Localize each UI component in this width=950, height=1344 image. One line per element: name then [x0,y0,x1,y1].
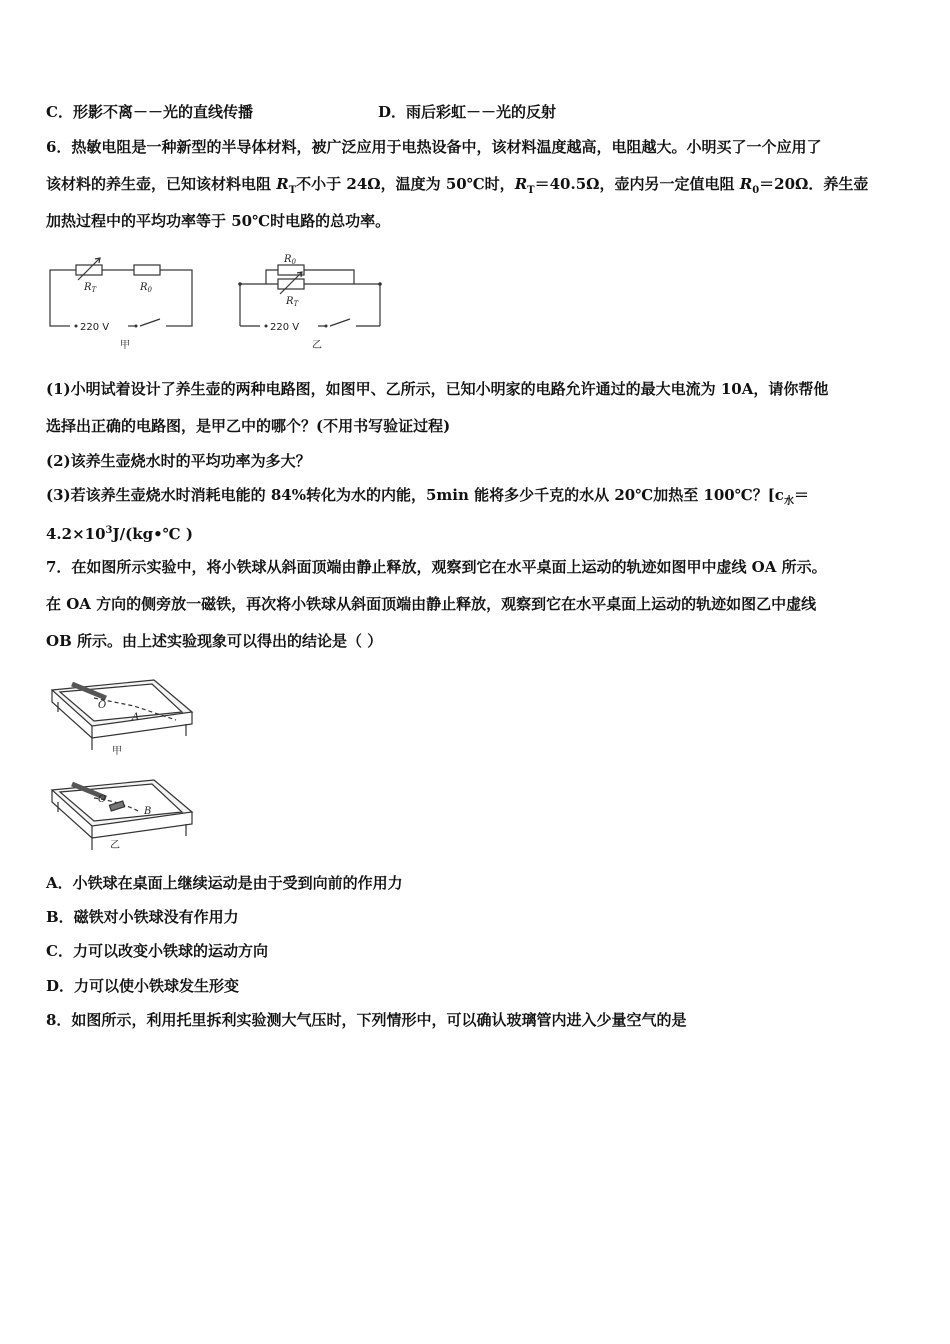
rt-subscript: T [527,185,535,196]
q7-option-d[interactable]: D．力可以使小铁球发生形变 [46,977,240,995]
q6-sub3-text: (3)若该养生壶烧水时消耗电能的 84%转化为水的内能，5min 能将多少千克的水从 20℃加热至 100℃？[c [46,486,784,504]
label-a: A [132,712,140,723]
option-c[interactable]: C．形影不离－－光的直线传播 [46,103,253,121]
label-o-a: O [98,700,107,711]
label-rt-b: $R_T$ [286,296,299,308]
option-d[interactable]: D．雨后彩虹－－光的反射 [378,103,557,121]
exponent: 3 [105,525,113,536]
experiment-figures [44,662,204,852]
water-subscript: 水 [783,496,794,507]
q6-sub3-text: J/(kg•℃ ) [112,525,193,543]
q6-sub3-line1 [46,485,809,512]
label-rt-a: $R_T$ [84,282,97,294]
q7-stem-line2: 在 OA 方向的侧旁放一磁铁，再次将小铁球从斜面顶端由静止释放，观察到它在水平桌面上运动的轨迹如图乙中虚线 [46,595,817,613]
q6-text: ＝20Ω．养生壶 [759,175,869,193]
q8-stem-line1: 8．如图所示，利用托里拆利实验测大气压时，下列情形中，可以确认玻璃管内进入少量空气的是 [46,1011,687,1029]
caption-jia: 甲 [120,340,130,351]
label-b: B [144,806,152,817]
q6-text: 不小于 24Ω，温度为 50℃时， [296,175,515,193]
voltage-label-b: 220 V [270,322,300,333]
q7-option-a[interactable]: A．小铁球在桌面上继续运动是由于受到向前的作用力 [46,874,403,892]
q6-sub1-line1: (1)小明试着设计了养生壶的两种电路图，如图甲、乙所示，已知小明家的电路允许通过的最大电流为 10A，请你帮他 [46,380,829,398]
rt-subscript: T [288,185,297,196]
q7-option-c[interactable]: C．力可以改变小铁球的运动方向 [46,942,268,960]
r0-subscript: 0 [752,185,760,196]
q6-text: 该材料的养生壶，已知该材料电阻 [46,175,277,193]
r0-symbol: R [739,175,753,193]
q6-text: ＝40.5Ω，壶内另一定值电阻 [534,175,740,193]
q6-sub3-text: ＝ [793,486,809,504]
q7-stem-line1: 7．在如图所示实验中，将小铁球从斜面顶端由静止释放，观察到它在水平桌面上运动的轨迹如图甲中虚线 OA 所示。 [46,558,827,576]
q6-sub3-line2 [46,521,193,544]
q6-stem-line1: 6．热敏电阻是一种新型的半导体材料，被广泛应用于电热设备中，该材料温度越高，电阻越大。小明买了一个应用了 [46,138,822,156]
caption-jia-7: 甲 [112,746,122,757]
q6-sub3-text: 4.2×10 [46,525,106,543]
q6-sub1-line2: 选择出正确的电路图，是甲乙中的哪个？(不用书写验证过程) [46,417,451,435]
label-r0-b: $R_0$ [284,254,296,266]
q6-stem-line3: 加热过程中的平均功率等于 50℃时电路的总功率。 [46,212,391,230]
label-o-b: O [98,794,107,805]
label-r0-a: $R_0$ [140,282,152,294]
q6-sub2: (2)该养生壶烧水时的平均功率为多大？ [46,452,311,470]
voltage-label-a: 220 V [80,322,110,333]
q7-stem-line3: OB 所示。由上述实验现象可以得出的结论是（ ） [46,632,383,650]
rt-symbol: R [514,175,528,193]
rt-symbol: R [276,175,289,193]
caption-yi-7: 乙 [110,840,120,851]
q7-option-b[interactable]: B．磁铁对小铁球没有作用力 [46,908,239,926]
caption-yi: 乙 [312,340,322,351]
circuit-diagrams [40,248,400,356]
q6-stem-line2 [46,174,868,201]
